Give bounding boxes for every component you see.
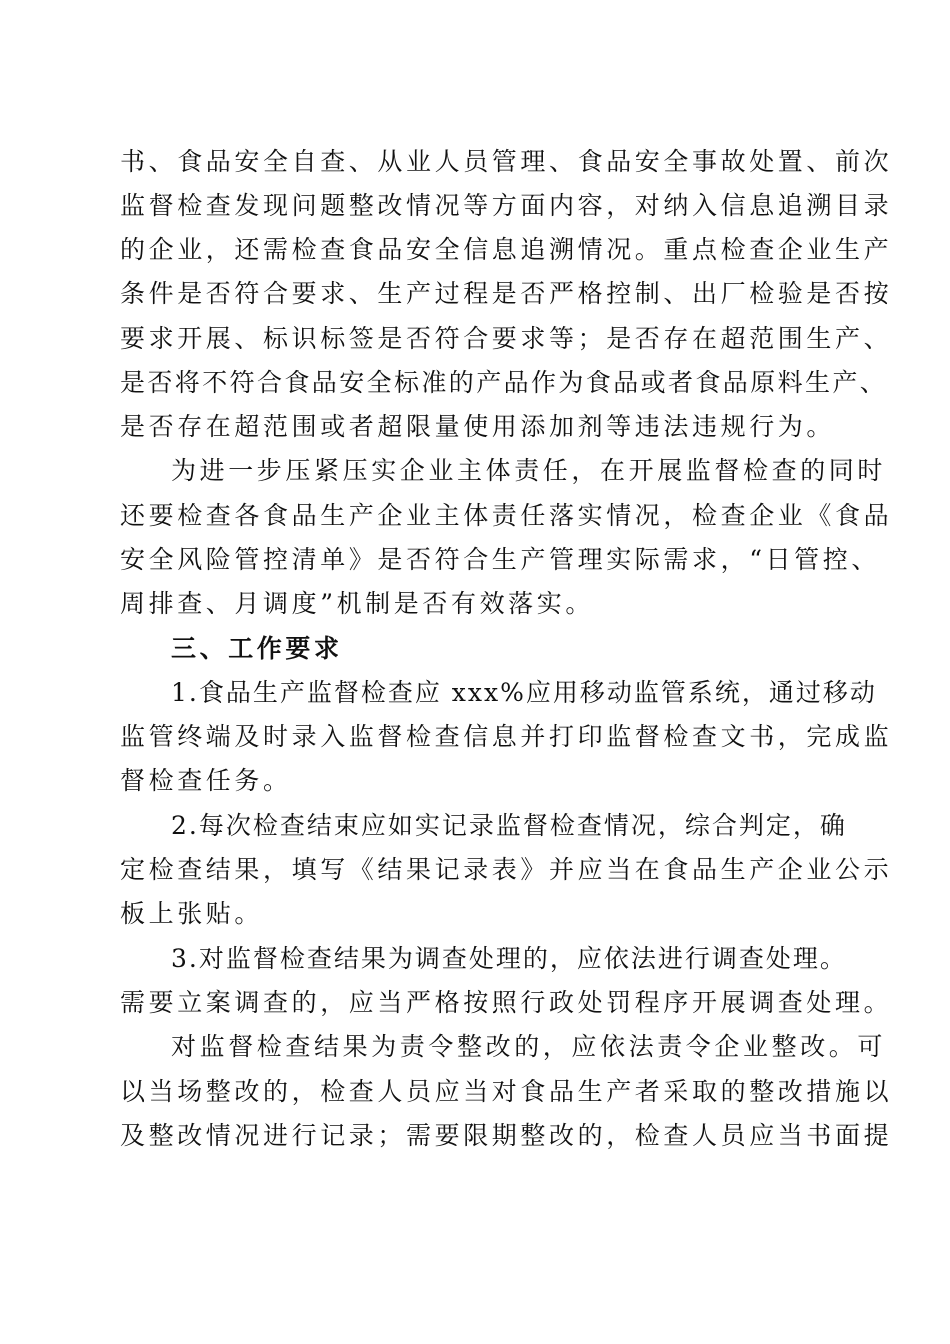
body-text-line: 是否存在超范围或者超限量使用添加剂等违法违规行为。 [120,412,836,441]
section-heading: 三、工作要求 [171,634,343,663]
body-text-line: 的企业，还需检查食品安全信息追溯情况。重点检查企业生产 [120,235,893,264]
body-text-line: 定检查结果，填写《结果记录表》并应当在食品生产企业公示 [120,855,893,884]
body-text-line: 监管终端及时录入监督检查信息并打印监督检查文书，完成监 [120,722,893,751]
body-text-line: 需要立案调查的，应当严格按照行政处罚程序开展调查处理。 [120,988,893,1017]
paragraph-first-line: 为进一步压紧压实企业主体责任，在开展监督检查的同时 [171,456,887,485]
list-item-first-line: 2.每次检查结束应如实记录监督检查情况，综合判定，确 [171,811,847,840]
body-text-line: 周排查、月调度”机制是否有效落实。 [120,589,594,618]
body-text-line: 还要检查各食品生产企业主体责任落实情况，检查企业《食品 [120,501,893,530]
list-item-first-line: 1.食品生产监督检查应 xxx%应用移动监管系统，通过移动 [171,678,877,707]
body-text-line: 要求开展、标识标签是否符合要求等；是否存在超范围生产、 [120,324,893,353]
paragraph-first-line: 对监督检查结果为责令整改的，应依法责令企业整改。可 [171,1032,887,1061]
body-text-line: 以当场整改的，检查人员应当对食品生产者采取的整改措施以 [120,1077,893,1106]
list-item-first-line: 3.对监督检查结果为调查处理的，应依法进行调查处理。 [171,944,847,973]
body-text-line: 板上张贴。 [120,899,264,928]
body-text-line: 安全风险管控清单》是否符合生产管理实际需求，“日管控、 [120,545,880,574]
body-text-line: 及整改情况进行记录；需要限期整改的，检查人员应当书面提 [120,1121,893,1150]
body-text-line: 监督检查发现问题整改情况等方面内容，对纳入信息追溯目录 [120,191,893,220]
body-text-line: 是否将不符合食品安全标准的产品作为食品或者食品原料生产、 [120,368,888,397]
body-text-line: 书、食品安全自查、从业人员管理、食品安全事故处置、前次 [120,147,893,176]
body-text-line: 条件是否符合要求、生产过程是否严格控制、出厂检验是否按 [120,279,893,308]
body-text-line: 督检查任务。 [120,766,292,795]
